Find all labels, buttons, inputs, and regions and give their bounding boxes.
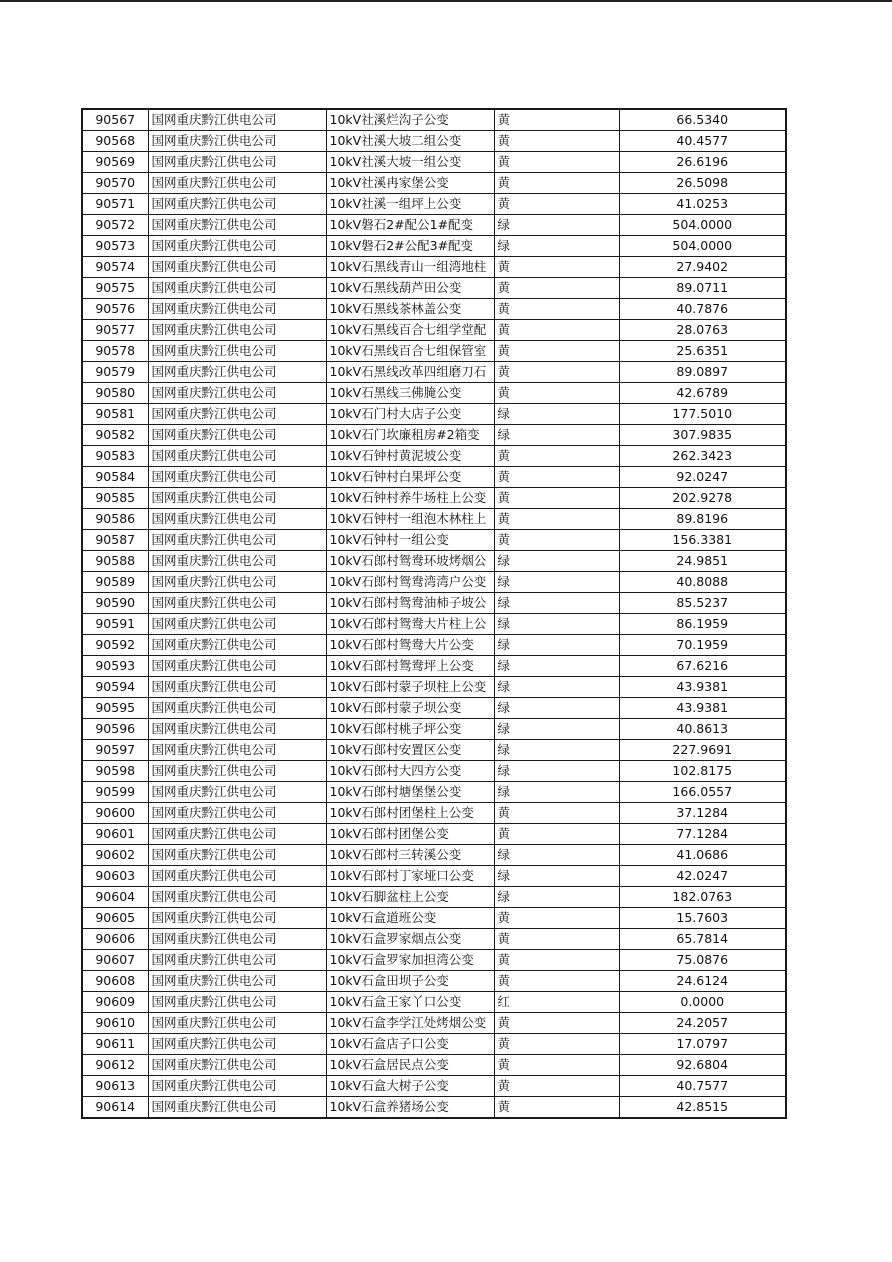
table-row	[82, 488, 786, 509]
table-row	[82, 1055, 786, 1076]
status-cell: 黄	[494, 278, 619, 299]
company-cell: 国网重庆黔江供电公司	[148, 173, 326, 194]
transformer-name-cell: 10kV石钟村白果坪公变	[326, 467, 494, 488]
value-cell: 89.8196	[619, 509, 786, 530]
company-cell: 国网重庆黔江供电公司	[148, 236, 326, 257]
row-id-cell: 90591	[82, 614, 148, 635]
value-cell: 25.6351	[619, 341, 786, 362]
value-cell: 70.1959	[619, 635, 786, 656]
status-cell: 绿	[494, 845, 619, 866]
status-cell: 黄	[494, 173, 619, 194]
transformer-name-cell: 10kV石郎村安置区公变	[326, 740, 494, 761]
status-cell: 黄	[494, 1055, 619, 1076]
company-cell: 国网重庆黔江供电公司	[148, 698, 326, 719]
status-cell: 黄	[494, 488, 619, 509]
row-id-cell: 90584	[82, 467, 148, 488]
company-cell: 国网重庆黔江供电公司	[148, 908, 326, 929]
status-cell: 黄	[494, 320, 619, 341]
row-id-cell: 90603	[82, 866, 148, 887]
company-cell: 国网重庆黔江供电公司	[148, 551, 326, 572]
company-cell: 国网重庆黔江供电公司	[148, 719, 326, 740]
status-cell: 黄	[494, 803, 619, 824]
table-row	[82, 635, 786, 656]
table-row	[82, 572, 786, 593]
transformer-name-cell: 10kV石黑线青山一组湾地柱	[326, 257, 494, 278]
status-cell: 黄	[494, 908, 619, 929]
value-cell: 0.0000	[619, 992, 786, 1013]
company-cell: 国网重庆黔江供电公司	[148, 530, 326, 551]
row-id-cell: 90569	[82, 152, 148, 173]
row-id-cell: 90593	[82, 656, 148, 677]
row-id-cell: 90572	[82, 215, 148, 236]
transformer-name-cell: 10kV石门坎廉租房#2箱变	[326, 425, 494, 446]
transformer-name-cell: 10kV石黑线百合七组保管室	[326, 341, 494, 362]
table-row	[82, 299, 786, 320]
table-row	[82, 551, 786, 572]
row-id-cell: 90587	[82, 530, 148, 551]
value-cell: 41.0253	[619, 194, 786, 215]
row-id-cell: 90581	[82, 404, 148, 425]
row-id-cell: 90606	[82, 929, 148, 950]
status-cell: 黄	[494, 950, 619, 971]
table-row	[82, 824, 786, 845]
transformer-name-cell: 10kV社溪大坡二组公变	[326, 131, 494, 152]
company-cell: 国网重庆黔江供电公司	[148, 593, 326, 614]
transformer-name-cell: 10kV石郎村三转溪公变	[326, 845, 494, 866]
value-cell: 227.9691	[619, 740, 786, 761]
table-row	[82, 845, 786, 866]
transformer-name-cell: 10kV石黑线茶林盖公变	[326, 299, 494, 320]
row-id-cell: 90570	[82, 173, 148, 194]
value-cell: 40.8613	[619, 719, 786, 740]
transformer-name-cell: 10kV石郎村蒙子坝公变	[326, 698, 494, 719]
status-cell: 黄	[494, 971, 619, 992]
transformer-name-cell: 10kV社溪大坡一组公变	[326, 152, 494, 173]
value-cell: 156.3381	[619, 530, 786, 551]
status-cell: 绿	[494, 593, 619, 614]
company-cell: 国网重庆黔江供电公司	[148, 509, 326, 530]
value-cell: 65.7814	[619, 929, 786, 950]
transformer-name-cell: 10kV石黑线三佛腌公变	[326, 383, 494, 404]
table-row	[82, 152, 786, 173]
row-id-cell: 90578	[82, 341, 148, 362]
table-row	[82, 1097, 786, 1119]
table-row	[82, 257, 786, 278]
status-cell: 黄	[494, 530, 619, 551]
value-cell: 40.7577	[619, 1076, 786, 1097]
company-cell: 国网重庆黔江供电公司	[148, 362, 326, 383]
value-cell: 177.5010	[619, 404, 786, 425]
value-cell: 40.4577	[619, 131, 786, 152]
value-cell: 28.0763	[619, 320, 786, 341]
table-row	[82, 929, 786, 950]
company-cell: 国网重庆黔江供电公司	[148, 152, 326, 173]
company-cell: 国网重庆黔江供电公司	[148, 404, 326, 425]
transformer-name-cell: 10kV石盒田坝子公变	[326, 971, 494, 992]
table-row	[82, 509, 786, 530]
transformer-name-cell: 10kV石郎村鸳鸯油柿子坡公	[326, 593, 494, 614]
table-row	[82, 425, 786, 446]
company-cell: 国网重庆黔江供电公司	[148, 761, 326, 782]
table-row	[82, 215, 786, 236]
status-cell: 绿	[494, 236, 619, 257]
transformer-name-cell: 10kV石郎村塘堡堡公变	[326, 782, 494, 803]
company-cell: 国网重庆黔江供电公司	[148, 887, 326, 908]
status-cell: 黄	[494, 194, 619, 215]
transformer-name-cell: 10kV社溪烂沟子公变	[326, 109, 494, 131]
row-id-cell: 90601	[82, 824, 148, 845]
status-cell: 黄	[494, 824, 619, 845]
table-row	[82, 992, 786, 1013]
row-id-cell: 90592	[82, 635, 148, 656]
table-row	[82, 782, 786, 803]
company-cell: 国网重庆黔江供电公司	[148, 278, 326, 299]
table-row	[82, 278, 786, 299]
table-row	[82, 194, 786, 215]
value-cell: 75.0876	[619, 950, 786, 971]
table-row	[82, 1013, 786, 1034]
table-row	[82, 740, 786, 761]
company-cell: 国网重庆黔江供电公司	[148, 320, 326, 341]
value-cell: 92.0247	[619, 467, 786, 488]
value-cell: 182.0763	[619, 887, 786, 908]
transformer-name-cell: 10kV石钟村一组泡木林柱上	[326, 509, 494, 530]
transformer-name-cell: 10kV石盒大树子公变	[326, 1076, 494, 1097]
transformer-name-cell: 10kV石郎村蒙子坝柱上公变	[326, 677, 494, 698]
table-row	[82, 467, 786, 488]
company-cell: 国网重庆黔江供电公司	[148, 1055, 326, 1076]
value-cell: 40.8088	[619, 572, 786, 593]
value-cell: 15.7603	[619, 908, 786, 929]
status-cell: 绿	[494, 782, 619, 803]
status-cell: 黄	[494, 1034, 619, 1055]
status-cell: 绿	[494, 866, 619, 887]
row-id-cell: 90607	[82, 950, 148, 971]
company-cell: 国网重庆黔江供电公司	[148, 1013, 326, 1034]
status-cell: 绿	[494, 740, 619, 761]
status-cell: 黄	[494, 152, 619, 173]
row-id-cell: 90600	[82, 803, 148, 824]
company-cell: 国网重庆黔江供电公司	[148, 845, 326, 866]
status-cell: 黄	[494, 383, 619, 404]
transformer-name-cell: 10kV石盒道班公变	[326, 908, 494, 929]
table-row	[82, 109, 786, 131]
row-id-cell: 90611	[82, 1034, 148, 1055]
row-id-cell: 90576	[82, 299, 148, 320]
table-row	[82, 341, 786, 362]
table-row	[82, 614, 786, 635]
row-id-cell: 90605	[82, 908, 148, 929]
status-cell: 黄	[494, 131, 619, 152]
transformer-name-cell: 10kV石盒罗家加担湾公变	[326, 950, 494, 971]
transformer-name-cell: 10kV石钟村一组公变	[326, 530, 494, 551]
table-row	[82, 677, 786, 698]
value-cell: 504.0000	[619, 215, 786, 236]
company-cell: 国网重庆黔江供电公司	[148, 803, 326, 824]
row-id-cell: 90594	[82, 677, 148, 698]
transformer-name-cell: 10kV石钟村黄泥坡公变	[326, 446, 494, 467]
company-cell: 国网重庆黔江供电公司	[148, 1076, 326, 1097]
row-id-cell: 90599	[82, 782, 148, 803]
row-id-cell: 90571	[82, 194, 148, 215]
row-id-cell: 90579	[82, 362, 148, 383]
status-cell: 绿	[494, 635, 619, 656]
company-cell: 国网重庆黔江供电公司	[148, 257, 326, 278]
row-id-cell: 90602	[82, 845, 148, 866]
value-cell: 42.6789	[619, 383, 786, 404]
value-cell: 24.2057	[619, 1013, 786, 1034]
value-cell: 42.8515	[619, 1097, 786, 1119]
status-cell: 绿	[494, 425, 619, 446]
company-cell: 国网重庆黔江供电公司	[148, 215, 326, 236]
transformer-name-cell: 10kV石黑线葫芦田公变	[326, 278, 494, 299]
transformer-table	[81, 108, 787, 1119]
row-id-cell: 90590	[82, 593, 148, 614]
row-id-cell: 90596	[82, 719, 148, 740]
transformer-name-cell: 10kV社溪一组坪上公变	[326, 194, 494, 215]
transformer-name-cell: 10kV磐石2#配公1#配变	[326, 215, 494, 236]
value-cell: 202.9278	[619, 488, 786, 509]
value-cell: 26.5098	[619, 173, 786, 194]
company-cell: 国网重庆黔江供电公司	[148, 824, 326, 845]
transformer-name-cell: 10kV磐石2#公配3#配变	[326, 236, 494, 257]
value-cell: 43.9381	[619, 698, 786, 719]
table-row	[82, 908, 786, 929]
transformer-name-cell: 10kV石盒居民点公变	[326, 1055, 494, 1076]
status-cell: 黄	[494, 929, 619, 950]
row-id-cell: 90613	[82, 1076, 148, 1097]
value-cell: 26.6196	[619, 152, 786, 173]
table-row	[82, 383, 786, 404]
company-cell: 国网重庆黔江供电公司	[148, 446, 326, 467]
table-row	[82, 446, 786, 467]
transformer-name-cell: 10kV石盒王家丫口公变	[326, 992, 494, 1013]
status-cell: 黄	[494, 257, 619, 278]
transformer-name-cell: 10kV石黑线改革四组磨刀石	[326, 362, 494, 383]
status-cell: 绿	[494, 572, 619, 593]
transformer-name-cell: 10kV石郎村丁家垭口公变	[326, 866, 494, 887]
value-cell: 307.9835	[619, 425, 786, 446]
company-cell: 国网重庆黔江供电公司	[148, 131, 326, 152]
transformer-name-cell: 10kV石钟村养牛场柱上公变	[326, 488, 494, 509]
row-id-cell: 90612	[82, 1055, 148, 1076]
value-cell: 17.0797	[619, 1034, 786, 1055]
table-row	[82, 803, 786, 824]
value-cell: 102.8175	[619, 761, 786, 782]
row-id-cell: 90582	[82, 425, 148, 446]
transformer-name-cell: 10kV石门村大店子公变	[326, 404, 494, 425]
transformer-name-cell: 10kV石盒罗家烟点公变	[326, 929, 494, 950]
transformer-name-cell: 10kV石盒养猪场公变	[326, 1097, 494, 1119]
company-cell: 国网重庆黔江供电公司	[148, 740, 326, 761]
row-id-cell: 90588	[82, 551, 148, 572]
transformer-name-cell: 10kV石郎村鸳鸯环坡烤烟公	[326, 551, 494, 572]
row-id-cell: 90575	[82, 278, 148, 299]
value-cell: 77.1284	[619, 824, 786, 845]
status-cell: 黄	[494, 1097, 619, 1119]
value-cell: 66.5340	[619, 109, 786, 131]
row-id-cell: 90595	[82, 698, 148, 719]
table-row	[82, 320, 786, 341]
company-cell: 国网重庆黔江供电公司	[148, 383, 326, 404]
company-cell: 国网重庆黔江供电公司	[148, 866, 326, 887]
status-cell: 黄	[494, 446, 619, 467]
table-row	[82, 404, 786, 425]
row-id-cell: 90574	[82, 257, 148, 278]
table-row	[82, 971, 786, 992]
transformer-name-cell: 10kV石黑线百合七组学堂配	[326, 320, 494, 341]
row-id-cell: 90589	[82, 572, 148, 593]
company-cell: 国网重庆黔江供电公司	[148, 950, 326, 971]
status-cell: 绿	[494, 719, 619, 740]
status-cell: 绿	[494, 551, 619, 572]
status-cell: 绿	[494, 887, 619, 908]
company-cell: 国网重庆黔江供电公司	[148, 1034, 326, 1055]
table-row	[82, 530, 786, 551]
company-cell: 国网重庆黔江供电公司	[148, 488, 326, 509]
value-cell: 67.6216	[619, 656, 786, 677]
table-row	[82, 719, 786, 740]
row-id-cell: 90567	[82, 109, 148, 131]
transformer-name-cell: 10kV石郎村鸳鸯大片公变	[326, 635, 494, 656]
row-id-cell: 90583	[82, 446, 148, 467]
status-cell: 黄	[494, 1076, 619, 1097]
value-cell: 85.5237	[619, 593, 786, 614]
status-cell: 绿	[494, 677, 619, 698]
company-cell: 国网重庆黔江供电公司	[148, 1097, 326, 1119]
company-cell: 国网重庆黔江供电公司	[148, 425, 326, 446]
transformer-name-cell: 10kV石郎村团堡公变	[326, 824, 494, 845]
value-cell: 37.1284	[619, 803, 786, 824]
company-cell: 国网重庆黔江供电公司	[148, 341, 326, 362]
value-cell: 92.6804	[619, 1055, 786, 1076]
transformer-name-cell: 10kV石郎村团堡柱上公变	[326, 803, 494, 824]
table-row	[82, 866, 786, 887]
status-cell: 绿	[494, 656, 619, 677]
transformer-name-cell: 10kV石郎村大四方公变	[326, 761, 494, 782]
company-cell: 国网重庆黔江供电公司	[148, 572, 326, 593]
transformer-name-cell: 10kV石郎村鸳鸯坪上公变	[326, 656, 494, 677]
company-cell: 国网重庆黔江供电公司	[148, 782, 326, 803]
row-id-cell: 90585	[82, 488, 148, 509]
transformer-name-cell: 10kV社溪冉家堡公变	[326, 173, 494, 194]
status-cell: 黄	[494, 362, 619, 383]
company-cell: 国网重庆黔江供电公司	[148, 299, 326, 320]
table-row	[82, 950, 786, 971]
table-row	[82, 698, 786, 719]
status-cell: 绿	[494, 614, 619, 635]
status-cell: 黄	[494, 109, 619, 131]
table-row	[82, 131, 786, 152]
row-id-cell: 90610	[82, 1013, 148, 1034]
transformer-name-cell: 10kV石郎村鸳鸯大片柱上公	[326, 614, 494, 635]
value-cell: 89.0897	[619, 362, 786, 383]
value-cell: 41.0686	[619, 845, 786, 866]
page-top-rule	[0, 0, 892, 2]
row-id-cell: 90598	[82, 761, 148, 782]
company-cell: 国网重庆黔江供电公司	[148, 109, 326, 131]
company-cell: 国网重庆黔江供电公司	[148, 929, 326, 950]
row-id-cell: 90608	[82, 971, 148, 992]
table-row	[82, 656, 786, 677]
value-cell: 40.7876	[619, 299, 786, 320]
status-cell: 黄	[494, 299, 619, 320]
table-row	[82, 593, 786, 614]
value-cell: 89.0711	[619, 278, 786, 299]
table-row	[82, 761, 786, 782]
company-cell: 国网重庆黔江供电公司	[148, 656, 326, 677]
table-row	[82, 887, 786, 908]
row-id-cell: 90614	[82, 1097, 148, 1119]
status-cell: 红	[494, 992, 619, 1013]
row-id-cell: 90597	[82, 740, 148, 761]
status-cell: 绿	[494, 698, 619, 719]
row-id-cell: 90580	[82, 383, 148, 404]
row-id-cell: 90568	[82, 131, 148, 152]
transformer-name-cell: 10kV石郎村鸳鸯湾湾户公变	[326, 572, 494, 593]
status-cell: 黄	[494, 509, 619, 530]
value-cell: 166.0557	[619, 782, 786, 803]
row-id-cell: 90573	[82, 236, 148, 257]
transformer-name-cell: 10kV石盒李学江处烤烟公变	[326, 1013, 494, 1034]
row-id-cell: 90577	[82, 320, 148, 341]
status-cell: 黄	[494, 341, 619, 362]
table-row	[82, 1076, 786, 1097]
row-id-cell: 90609	[82, 992, 148, 1013]
status-cell: 黄	[494, 467, 619, 488]
company-cell: 国网重庆黔江供电公司	[148, 971, 326, 992]
table-row	[82, 236, 786, 257]
transformer-name-cell: 10kV石脚盆柱上公变	[326, 887, 494, 908]
company-cell: 国网重庆黔江供电公司	[148, 194, 326, 215]
row-id-cell: 90586	[82, 509, 148, 530]
transformer-name-cell: 10kV石盒店子口公变	[326, 1034, 494, 1055]
status-cell: 绿	[494, 215, 619, 236]
value-cell: 504.0000	[619, 236, 786, 257]
company-cell: 国网重庆黔江供电公司	[148, 467, 326, 488]
table-row	[82, 173, 786, 194]
value-cell: 24.9851	[619, 551, 786, 572]
value-cell: 42.0247	[619, 866, 786, 887]
status-cell: 黄	[494, 1013, 619, 1034]
company-cell: 国网重庆黔江供电公司	[148, 635, 326, 656]
status-cell: 绿	[494, 761, 619, 782]
status-cell: 绿	[494, 404, 619, 425]
value-cell: 27.9402	[619, 257, 786, 278]
transformer-name-cell: 10kV石郎村桃子坪公变	[326, 719, 494, 740]
value-cell: 43.9381	[619, 677, 786, 698]
company-cell: 国网重庆黔江供电公司	[148, 992, 326, 1013]
table-row	[82, 362, 786, 383]
value-cell: 86.1959	[619, 614, 786, 635]
value-cell: 262.3423	[619, 446, 786, 467]
table-row	[82, 1034, 786, 1055]
row-id-cell: 90604	[82, 887, 148, 908]
company-cell: 国网重庆黔江供电公司	[148, 614, 326, 635]
table-body	[82, 109, 786, 1118]
value-cell: 24.6124	[619, 971, 786, 992]
company-cell: 国网重庆黔江供电公司	[148, 677, 326, 698]
